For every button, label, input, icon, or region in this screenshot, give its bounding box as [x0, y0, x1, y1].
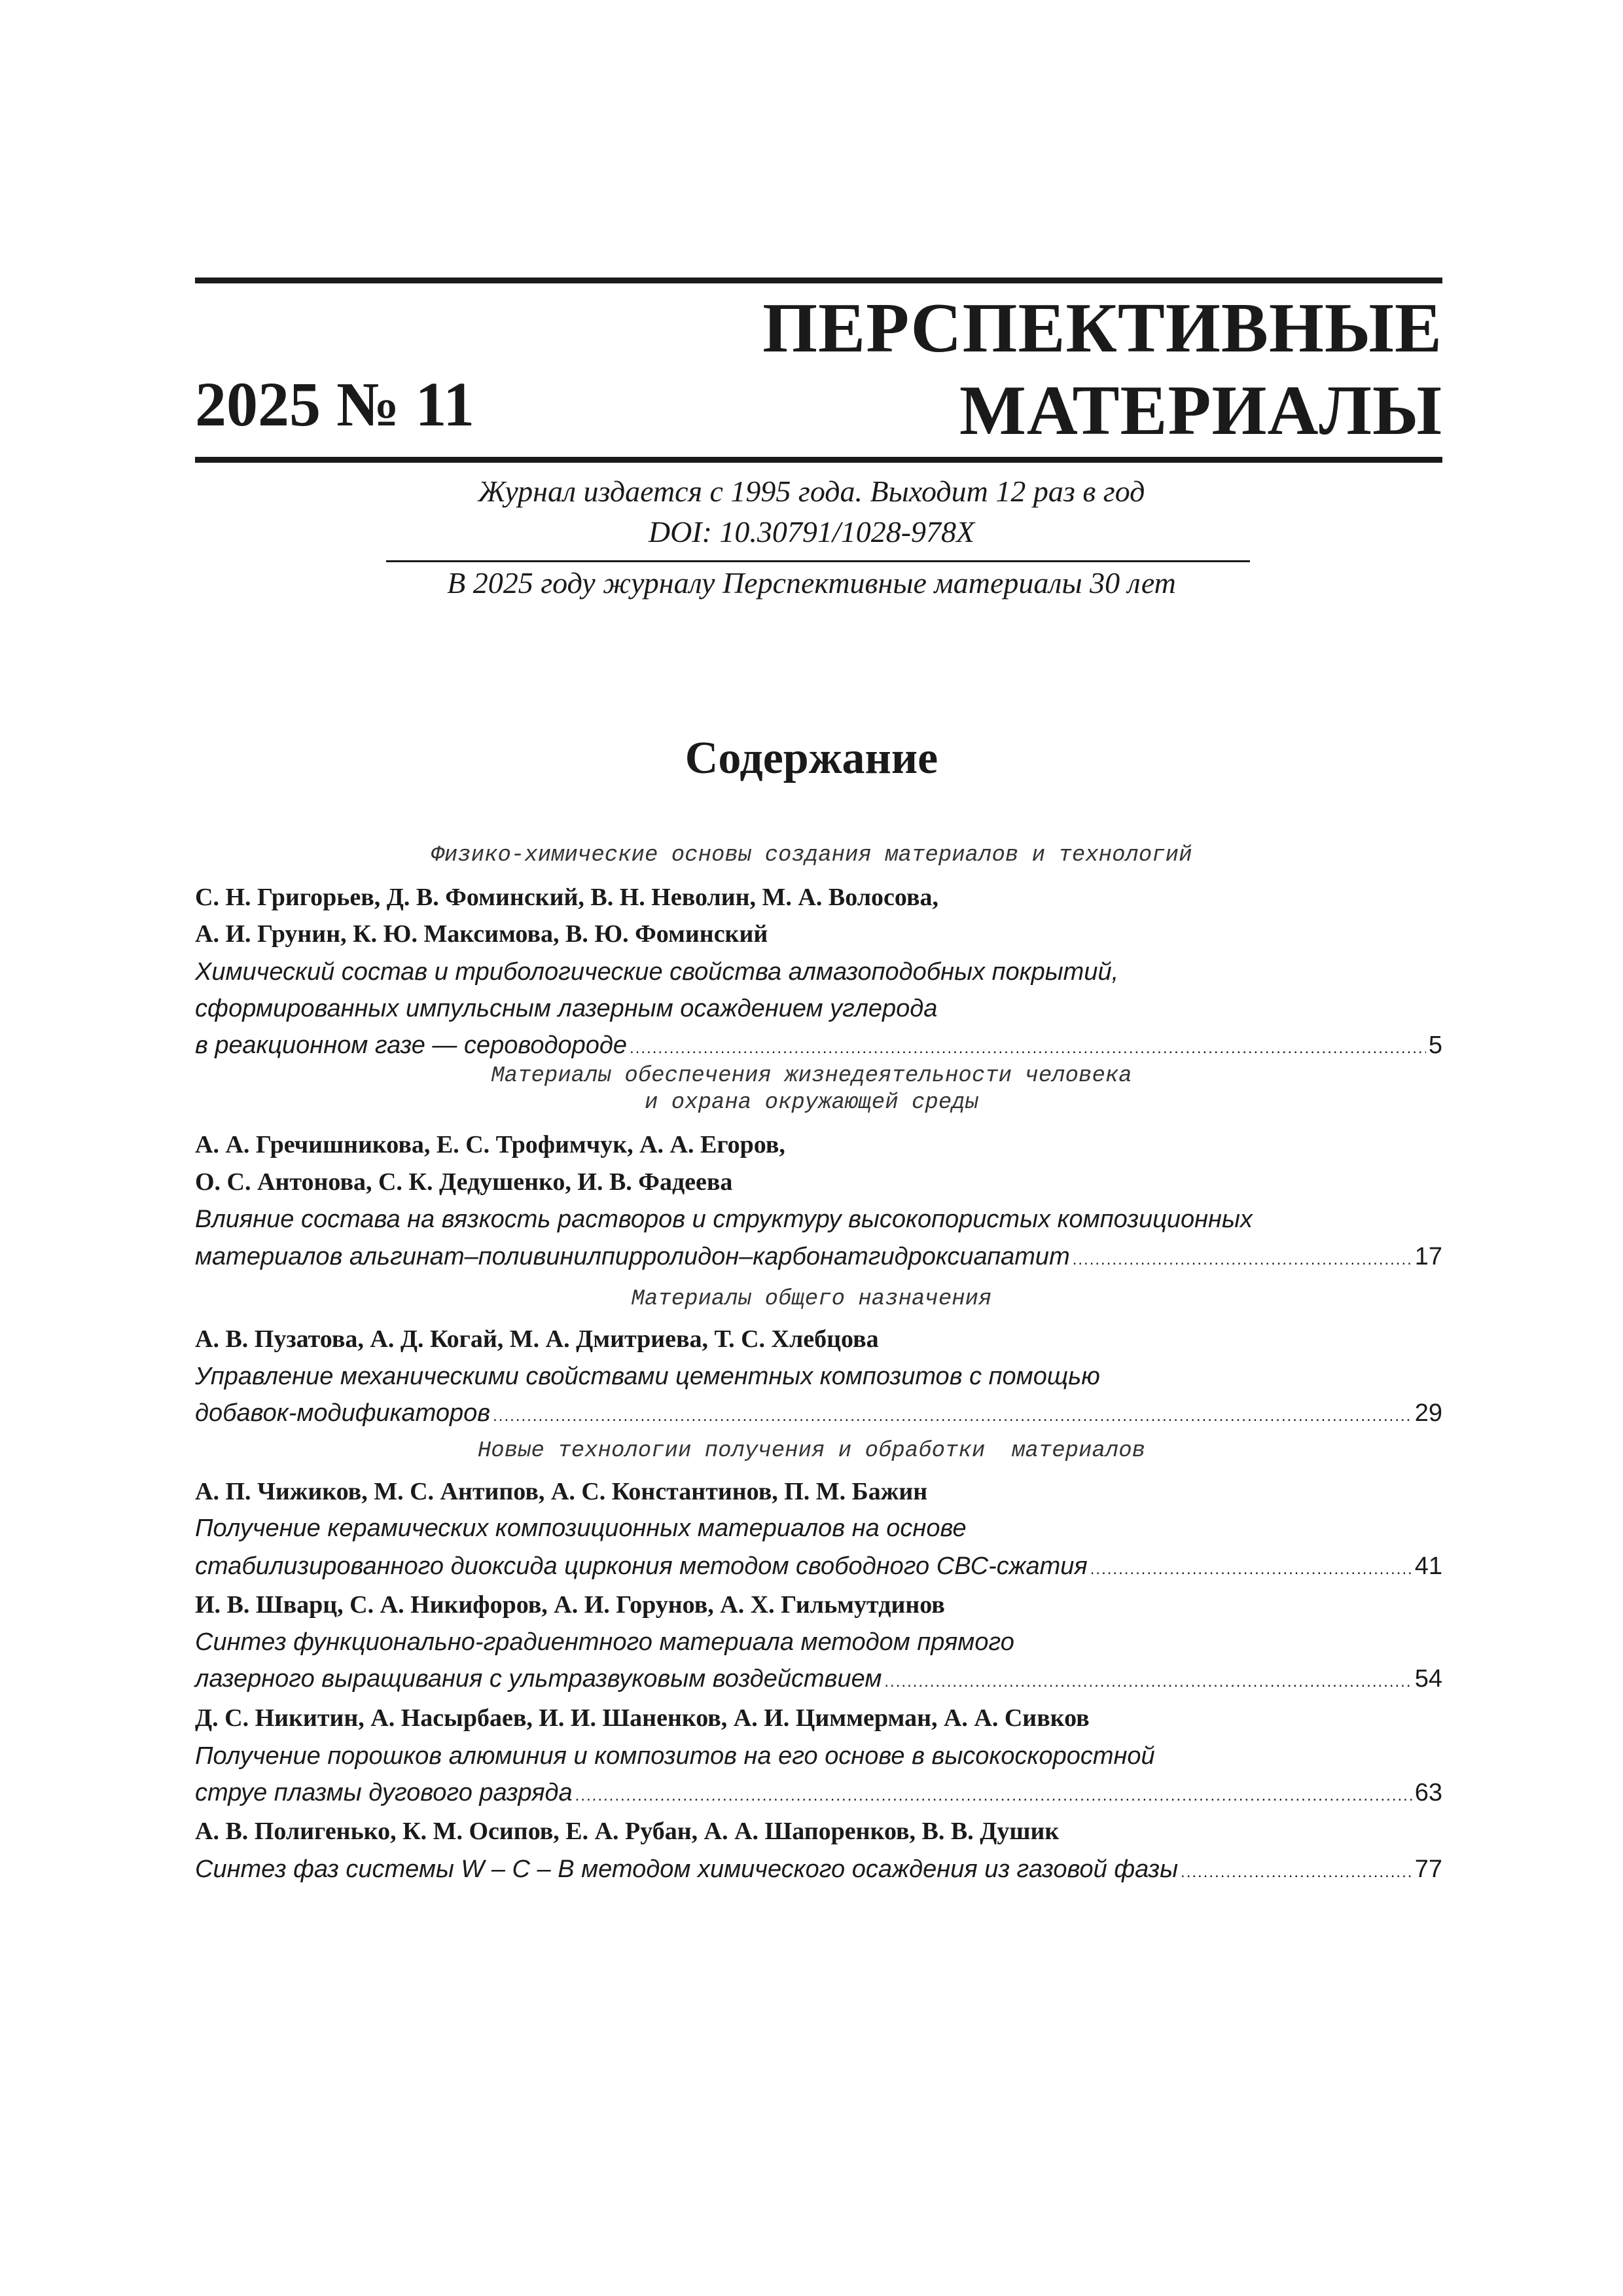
dot-leader — [1073, 1244, 1412, 1269]
divider — [386, 560, 1250, 562]
toc-entry-link[interactable] — [195, 1857, 1442, 1882]
entry-title: сформированных импульсным лазерным осаждением углерода — [195, 995, 938, 1022]
dot-leader — [884, 1666, 1412, 1691]
issue-number: 2025 № 11 — [195, 369, 475, 439]
dot-leader — [575, 1780, 1412, 1805]
entry-authors: И. В. Шварц, С. А. Никифоров, А. И. Горунов, А. Х. Гильмутдинов — [195, 1591, 945, 1619]
entry-title: материалов альгинат–поливинилпирролидон–карбонатгидроксиапатит — [195, 1243, 1070, 1270]
entry-authors: А. А. Гречишникова, Е. С. Трофимчук, А. А. Егоров, — [195, 1131, 785, 1158]
masthead-bottom-rule — [195, 457, 1442, 463]
journal-title-line2: МАТЕРИАЛЫ — [959, 372, 1442, 450]
section-heading: Материалы обеспечения жизнедеятельности человека — [491, 1064, 1132, 1088]
entry-title: Управление механическими свойствами цементных композитов с помощью — [195, 1363, 1100, 1390]
page-number: 5 — [1428, 1031, 1442, 1059]
page-number: 77 — [1414, 1856, 1442, 1883]
toc-entry-link[interactable] — [195, 1244, 1442, 1269]
masthead-top-rule — [195, 278, 1442, 283]
entry-authors: С. Н. Григорьев, Д. В. Фоминский, В. Н. Неволин, М. А. Волосова, — [195, 884, 938, 911]
section-heading: Физико-химические основы создания материалов и технологий — [431, 843, 1192, 868]
page-number: 54 — [1414, 1665, 1442, 1693]
dot-leader — [493, 1401, 1412, 1426]
section-heading: и охрана окружающей среды — [644, 1090, 979, 1115]
page-number: 17 — [1414, 1243, 1442, 1270]
entry-title: лазерного выращивания с ультразвуковым воздействием — [195, 1665, 882, 1693]
entry-title: Синтез фаз системы W – C – B методом химического осаждения из газовой фазы — [195, 1856, 1179, 1883]
entry-authors: А. В. Пузатова, А. Д. Когай, М. А. Дмитриева, Т. С. Хлебцова — [195, 1325, 879, 1353]
section-heading: Новые технологии получения и обработки материалов — [477, 1439, 1146, 1463]
entry-title: Химический состав и трибологические свойства алмазоподобных покрытий, — [195, 958, 1119, 986]
toc-entry-link[interactable] — [195, 1033, 1442, 1058]
entry-title: Влияние состава на вязкость растворов и структуру высокопористых композиционных — [195, 1206, 1253, 1233]
journal-title-line1: ПЕРСПЕКТИВНЫЕ — [762, 289, 1442, 367]
anniversary-note: В 2025 году журналу Перспективные материалы 30 лет — [447, 566, 1176, 600]
entry-title: Синтез функционально-градиентного материала методом прямого — [195, 1628, 1014, 1656]
entry-authors: А. И. Грунин, К. Ю. Максимова, В. Ю. Фоминский — [195, 920, 768, 948]
entry-title: Получение керамических композиционных материалов на основе — [195, 1515, 967, 1542]
entry-title: стабилизированного диоксида циркония методом свободного СВС-сжатия — [195, 1552, 1088, 1580]
entry-authors: А. В. Полигенько, К. М. Осипов, Е. А. Рубан, А. А. Шапоренков, В. В. Душик — [195, 1818, 1060, 1845]
page-number: 41 — [1414, 1552, 1442, 1580]
page-number: 29 — [1414, 1399, 1442, 1427]
dot-leader — [1090, 1554, 1412, 1579]
page-number: 63 — [1414, 1779, 1442, 1806]
entry-authors: О. С. Антонова, С. К. Дедушенко, И. В. Фадеева — [195, 1168, 733, 1196]
toc-heading: Содержание — [685, 733, 938, 783]
publication-info: Журнал издается с 1995 года. Выходит 12 раз в год — [478, 475, 1145, 508]
toc-entry-link[interactable] — [195, 1554, 1442, 1579]
entry-authors: А. П. Чижиков, М. С. Антипов, А. С. Константинов, П. М. Бажин — [195, 1478, 928, 1505]
toc-entry-link[interactable] — [195, 1401, 1442, 1426]
dot-leader — [630, 1033, 1426, 1058]
entry-title: в реакционном газе — сероводороде — [195, 1031, 628, 1059]
entry-authors: Д. С. Никитин, А. Насырбаев, И. И. Шаненков, А. И. Циммерман, А. А. Сивков — [195, 1704, 1090, 1732]
entry-title: струе плазмы дугового разряда — [195, 1779, 573, 1806]
toc-entry-link[interactable] — [195, 1666, 1442, 1691]
entry-title: добавок-модификаторов — [195, 1399, 491, 1427]
doi: DOI: 10.30791/1028-978X — [648, 515, 975, 548]
toc-entry-link[interactable] — [195, 1780, 1442, 1805]
section-heading: Материалы общего назначения — [631, 1287, 992, 1312]
dot-leader — [1181, 1857, 1412, 1882]
entry-title: Получение порошков алюминия и композитов на его основе в высокоскоростной — [195, 1742, 1155, 1770]
